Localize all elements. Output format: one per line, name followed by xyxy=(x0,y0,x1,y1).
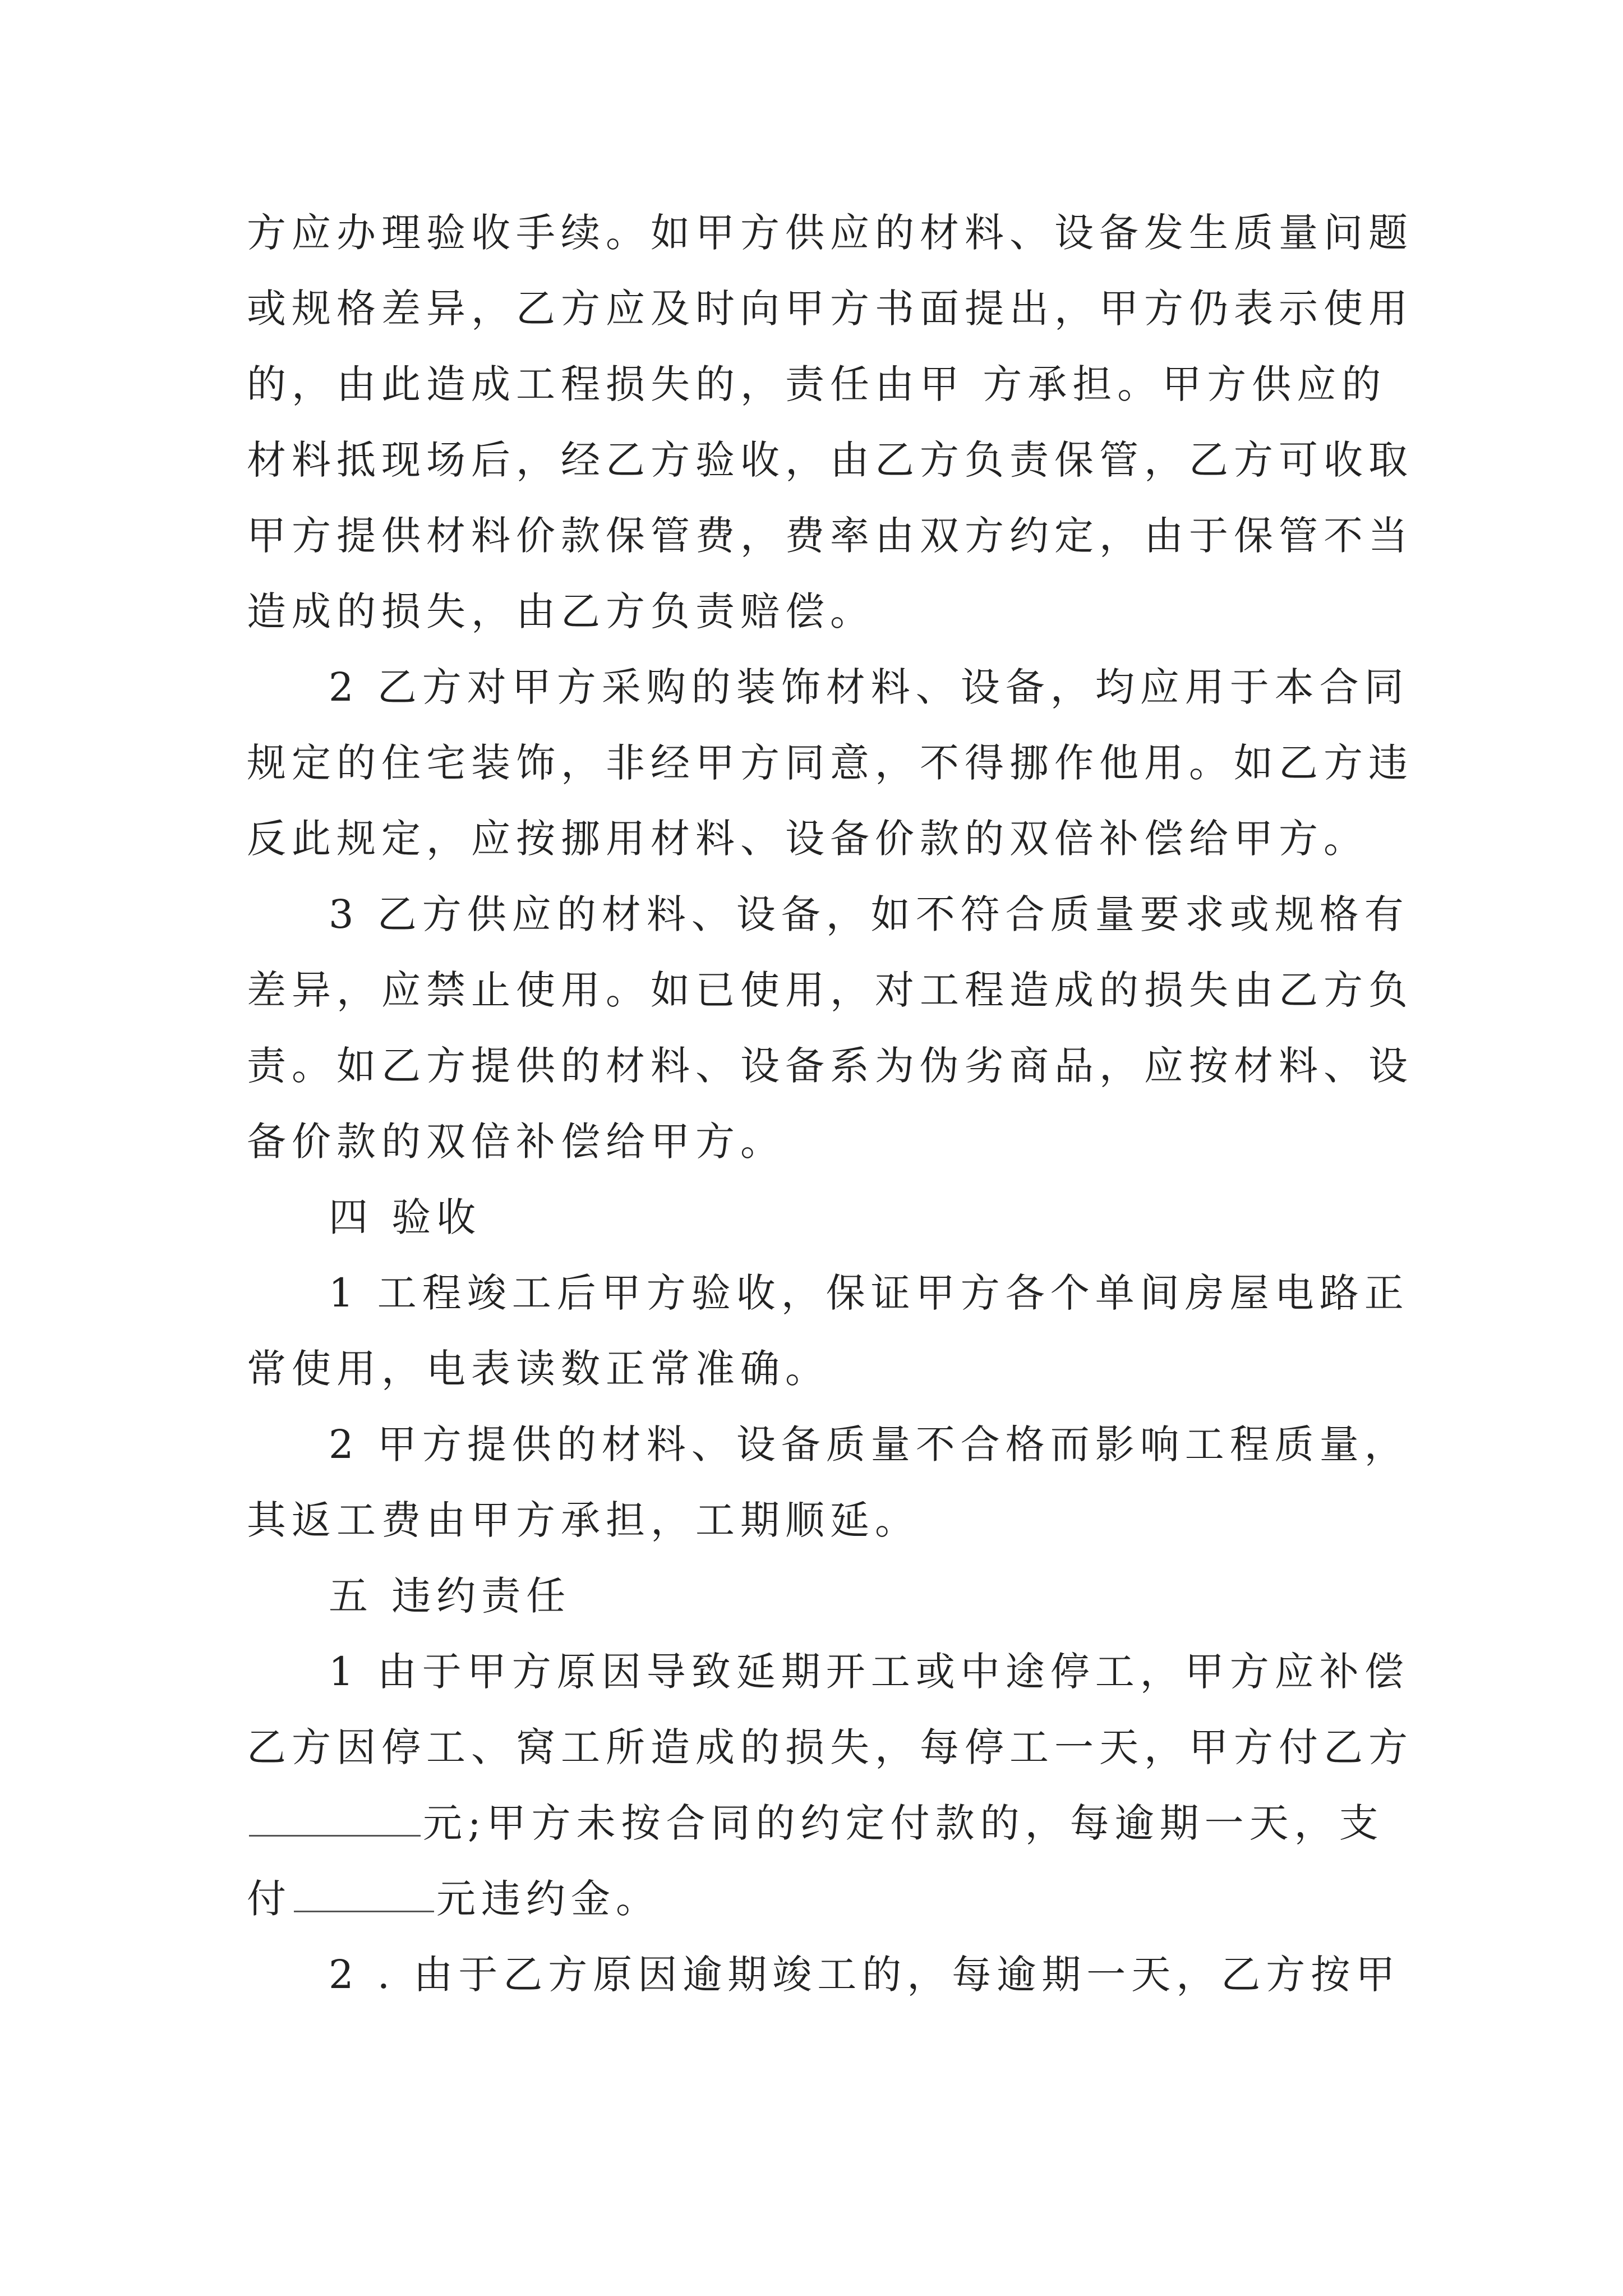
text-segment: 元违约金。 xyxy=(436,1876,661,1922)
text-line: 差异，应禁止使用。如已使用，对工程造成的损失由乙方负 xyxy=(247,967,1413,1013)
text-line: 规定的住宅装饰，非经甲方同意，不得挪作他用。如乙方违 xyxy=(247,740,1413,786)
text-line: 的，由此造成工程损失的，责任由甲 方承担。甲方供应的 xyxy=(247,361,1387,407)
text-line: 2 . 由于乙方原因逾期竣工的，每逾期一天，乙方按甲 xyxy=(329,1952,1401,1998)
text-line: 1 工程竣工后甲方验收，保证甲方各个单间房屋电路正 xyxy=(329,1270,1409,1316)
text-segment: 元;甲方未按合同的约定付款的，每逾期一天，支 xyxy=(423,1800,1384,1846)
section-heading: 五 违约责任 xyxy=(329,1573,571,1619)
text-line: 2 甲方提供的材料、设备质量不合格而影响工程质量， xyxy=(329,1421,1409,1467)
text-line: 甲方提供材料价款保管费，费率由双方约定，由于保管不当 xyxy=(247,513,1413,559)
text-line: 方应办理验收手续。如甲方供应的材料、设备发生质量问题 xyxy=(247,210,1413,256)
fill-in-blank[interactable] xyxy=(249,1800,421,1837)
text-line: 1 由于甲方原因导致延期开工或中途停工，甲方应补偿 xyxy=(329,1649,1409,1695)
fill-in-blank[interactable] xyxy=(294,1876,434,1912)
text-line: 材料抵现场后，经乙方验收，由乙方负责保管，乙方可收取 xyxy=(247,437,1413,483)
text-line: 造成的损失，由乙方负责赔偿。 xyxy=(247,588,875,634)
text-line-with-blank xyxy=(247,1798,1384,1848)
text-segment: 付 xyxy=(247,1876,292,1922)
text-line: 2 乙方对甲方采购的装饰材料、设备，均应用于本合同 xyxy=(329,664,1409,710)
text-line: 备价款的双倍补偿给甲方。 xyxy=(247,1119,785,1165)
text-line: 3 乙方供应的材料、设备，如不符合质量要求或规格有 xyxy=(329,891,1409,937)
text-line: 或规格差异，乙方应及时向甲方书面提出，甲方仍表示使用 xyxy=(247,286,1413,332)
text-line: 乙方因停工、窝工所造成的损失，每停工一天，甲方付乙方 xyxy=(247,1724,1413,1770)
text-line: 常使用，电表读数正常准确。 xyxy=(247,1346,830,1392)
text-line-with-blank xyxy=(247,1874,661,1924)
text-line: 反此规定，应按挪用材料、设备价款的双倍补偿给甲方。 xyxy=(247,816,1368,862)
text-line: 其返工费由甲方承担，工期顺延。 xyxy=(247,1497,920,1543)
section-heading: 四 验收 xyxy=(329,1194,482,1240)
text-line: 责。如乙方提供的材料、设备系为伪劣商品，应按材料、设 xyxy=(247,1043,1413,1089)
